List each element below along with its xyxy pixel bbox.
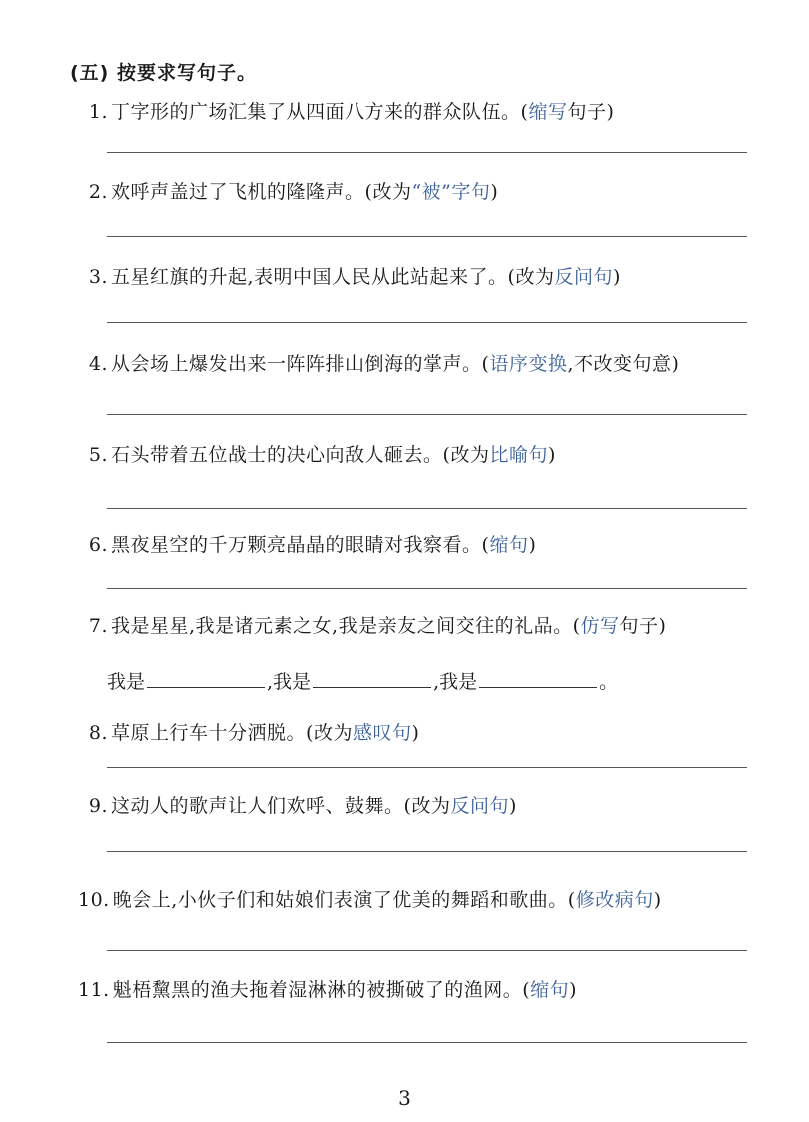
question-text: 五星红旗的升起,表明中国人民从此站起来了。 — [111, 266, 508, 288]
question-number: 2. — [88, 181, 108, 203]
question-text: 魁梧黧黑的渔夫拖着湿淋淋的被撕破了的渔网。 — [112, 979, 523, 1001]
question-number: 11. — [78, 979, 110, 1001]
close-paren: ) — [613, 266, 621, 288]
fill-in-blank-3[interactable] — [479, 667, 597, 688]
question-number: 5. — [88, 444, 108, 466]
open-paren: ( — [481, 534, 490, 556]
open-paren: ( — [572, 615, 581, 637]
close-paren: ) — [653, 889, 662, 911]
close-paren: ) — [569, 979, 578, 1001]
answer-line-6[interactable] — [107, 588, 747, 589]
open-paren: ( — [481, 353, 490, 375]
question-number: 9. — [88, 795, 108, 817]
instruction-hint: 语序变换 — [489, 353, 568, 375]
open-paren: ( — [522, 979, 531, 1001]
question-text: 丁字形的广场汇集了从四面八方来的群众队伍。 — [111, 101, 521, 123]
question-text: 这动人的歌声让人们欢呼、鼓舞。 — [111, 795, 404, 817]
open-paren: ( — [403, 795, 412, 817]
answer-line-8[interactable] — [107, 767, 747, 768]
instruction-pre: 改为 — [372, 181, 412, 203]
answer-line-5[interactable] — [107, 508, 747, 509]
answer-line-3[interactable] — [107, 322, 747, 323]
answer-line-9[interactable] — [107, 851, 747, 852]
question-10 — [78, 885, 662, 912]
fill-in-blank-1[interactable] — [147, 667, 265, 688]
question-text: 欢呼声盖过了飞机的隆隆声。 — [111, 181, 365, 203]
fill-in-row — [107, 667, 618, 694]
question-3 — [84, 262, 621, 289]
open-paren: ( — [442, 444, 451, 466]
question-5 — [84, 440, 556, 467]
question-6 — [84, 530, 536, 557]
question-text: 我是星星,我是诸元素之女,我是亲友之间交往的礼品。 — [111, 615, 573, 637]
fill-in-end: 。 — [599, 671, 619, 693]
instruction-hint: 仿写 — [580, 615, 620, 637]
question-number: 10. — [78, 889, 110, 911]
question-text: 石头带着五位战士的决心向敌人砸去。 — [111, 444, 443, 466]
instruction-hint: 缩句 — [489, 534, 529, 556]
close-paren: ) — [411, 722, 420, 744]
question-text: 从会场上爆发出来一阵阵排山倒海的掌声。 — [111, 353, 482, 375]
instruction-pre: 改为 — [515, 266, 555, 288]
question-text: 草原上行车十分洒脱。 — [111, 722, 307, 744]
question-1 — [84, 97, 614, 124]
question-text: 晚会上,小伙子们和姑娘们表演了优美的舞蹈和歌曲。 — [112, 889, 568, 911]
question-7 — [84, 611, 666, 638]
question-text: 黑夜星空的千万颗亮晶晶的眼睛对我察看。 — [111, 534, 482, 556]
open-paren: ( — [364, 181, 373, 203]
instruction-rest: 句子 — [619, 615, 659, 637]
question-number: 1. — [88, 101, 108, 123]
answer-line-1[interactable] — [107, 152, 747, 153]
instruction-hint: 缩句 — [530, 979, 570, 1001]
instruction-hint: 反问句 — [554, 266, 613, 288]
open-paren: ( — [520, 101, 529, 123]
answer-line-11[interactable] — [107, 1042, 747, 1043]
open-paren: ( — [507, 266, 516, 288]
instruction-hint: 缩写 — [528, 101, 568, 123]
instruction-pre: 改为 — [313, 722, 353, 744]
question-number: 4. — [88, 353, 108, 375]
instruction-hint: 反问句 — [450, 795, 509, 817]
instruction-pre: 改为 — [411, 795, 451, 817]
answer-line-4[interactable] — [107, 414, 747, 415]
instruction-hint: 感叹句 — [352, 722, 412, 744]
open-paren: ( — [306, 722, 314, 744]
close-paren: ) — [547, 444, 556, 466]
instruction-hint: “被”字句 — [411, 181, 491, 203]
question-number: 3. — [88, 266, 108, 288]
section-heading: (五) 按要求写句子。 — [70, 62, 257, 84]
close-paren: ) — [606, 101, 615, 123]
question-number: 8. — [88, 722, 108, 744]
question-2 — [84, 177, 498, 204]
question-8 — [84, 718, 419, 745]
open-paren: ( — [567, 889, 576, 911]
instruction-rest: 句子 — [567, 101, 607, 123]
close-paren: ) — [490, 181, 499, 203]
fill-in-text-2: ,我是 — [267, 671, 312, 693]
instruction-hint: 修改病句 — [575, 889, 654, 911]
close-paren: ) — [658, 615, 667, 637]
answer-line-2[interactable] — [107, 236, 747, 237]
question-number: 7. — [88, 615, 108, 637]
instruction-rest: ,不改变句意 — [567, 353, 672, 375]
fill-in-text-1: 我是 — [107, 671, 146, 693]
question-11 — [78, 975, 578, 1002]
close-paren: ) — [528, 534, 537, 556]
close-paren: ) — [508, 795, 517, 817]
instruction-pre: 改为 — [450, 444, 490, 466]
instruction-hint: 比喻句 — [489, 444, 548, 466]
question-9 — [84, 791, 517, 818]
fill-in-text-3: ,我是 — [433, 671, 478, 693]
fill-in-blank-2[interactable] — [313, 667, 431, 688]
close-paren: ) — [671, 353, 680, 375]
question-4 — [84, 349, 679, 376]
question-number: 6. — [88, 534, 108, 556]
page-number: 3 — [398, 1086, 411, 1110]
answer-line-10[interactable] — [107, 950, 747, 951]
